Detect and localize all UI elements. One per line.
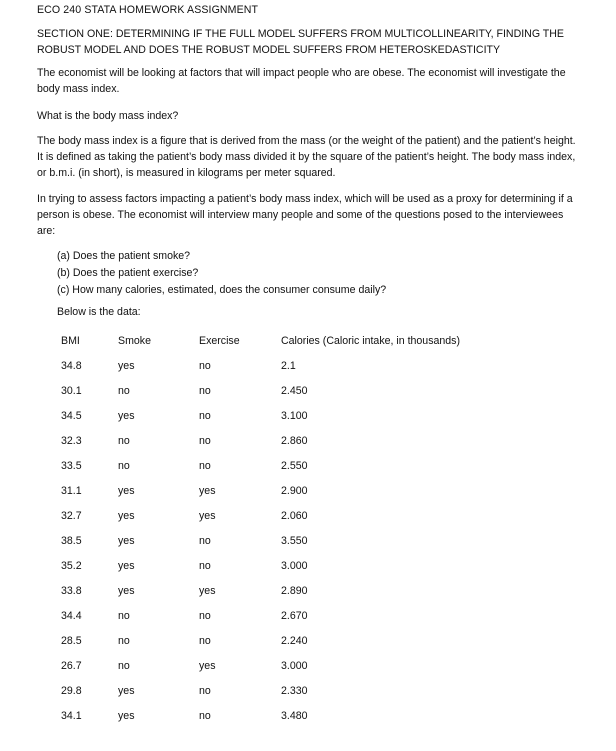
smoke-cell: no xyxy=(118,660,130,672)
table-row xyxy=(57,383,577,399)
table-row xyxy=(57,658,577,674)
bmi-cell: 32.3 xyxy=(61,435,82,447)
calories-cell: 2.550 xyxy=(281,460,308,472)
exercise-cell: no xyxy=(199,435,211,447)
section-title: SECTION ONE: DETERMINING IF THE FULL MODEL SUFFERS FROM MULTICOLLINEARITY, FINDING THE ROBUST MODEL AND DOES THE ROBUST MODEL SUFFERS FROM HETEROSKEDASTICITY xyxy=(37,28,564,56)
exercise-cell: no xyxy=(199,385,211,397)
exercise-cell: no xyxy=(199,535,211,547)
interview-questions-list xyxy=(57,248,386,299)
calories-cell: 2.860 xyxy=(281,435,308,447)
bmi-cell: 29.8 xyxy=(61,685,82,697)
exercise-cell: yes xyxy=(199,485,216,497)
bmi-cell: 34.1 xyxy=(61,710,82,722)
calories-cell: 2.330 xyxy=(281,685,308,697)
column-header-smoke: Smoke xyxy=(118,335,151,347)
calories-cell: 3.000 xyxy=(281,660,308,672)
bmi-cell: 34.8 xyxy=(61,360,82,372)
smoke-cell: no xyxy=(118,385,130,397)
calories-cell: 2.890 xyxy=(281,585,308,597)
interview-question: (a) Does the patient smoke? xyxy=(57,250,191,262)
smoke-cell: yes xyxy=(118,585,135,597)
smoke-cell: yes xyxy=(118,685,135,697)
calories-cell: 2.060 xyxy=(281,510,308,522)
table-row xyxy=(57,558,577,574)
calories-cell: 3.000 xyxy=(281,560,308,572)
table-row xyxy=(57,583,577,599)
intro-paragraph: The economist will be looking at factors that will impact people who are obese. The economist will investigate the body mass index. xyxy=(37,67,566,95)
table-row xyxy=(57,408,577,424)
calories-cell: 2.670 xyxy=(281,610,308,622)
assessment-paragraph: In trying to assess factors impacting a patient’s body mass index, which will be used as a proxy for determining if a person is obese. The economist will interview many people and some of the questions posed to the interviewees are: xyxy=(37,193,573,237)
smoke-cell: yes xyxy=(118,360,135,372)
bmi-cell: 38.5 xyxy=(61,535,82,547)
exercise-cell: no xyxy=(199,610,211,622)
table-row xyxy=(57,433,577,449)
exercise-cell: yes xyxy=(199,585,216,597)
smoke-cell: yes xyxy=(118,510,135,522)
exercise-cell: no xyxy=(199,460,211,472)
column-header-bmi: BMI xyxy=(61,335,80,347)
smoke-cell: yes xyxy=(118,485,135,497)
bmi-cell: 32.7 xyxy=(61,510,82,522)
column-header-exercise: Exercise xyxy=(199,335,240,347)
table-row xyxy=(57,483,577,499)
table-row xyxy=(57,633,577,649)
calories-cell: 3.480 xyxy=(281,710,308,722)
table-row xyxy=(57,608,577,624)
bmi-cell: 33.8 xyxy=(61,585,82,597)
bmi-definition-paragraph: The body mass index is a figure that is derived from the mass (or the weight of the patient) and the patient’s height. It is defined as taking the patient’s body mass divided it by the square of the patient’s height. The body mass index, or b.m.i. (in short), is measured in kilograms per meter squared. xyxy=(37,135,576,179)
calories-cell: 3.100 xyxy=(281,410,308,422)
bmi-cell: 35.2 xyxy=(61,560,82,572)
exercise-cell: yes xyxy=(199,660,216,672)
bmi-cell: 30.1 xyxy=(61,385,82,397)
exercise-cell: yes xyxy=(199,510,216,522)
table-row xyxy=(57,358,577,374)
smoke-cell: no xyxy=(118,635,130,647)
calories-cell: 2.240 xyxy=(281,635,308,647)
table-row xyxy=(57,708,577,724)
smoke-cell: no xyxy=(118,460,130,472)
smoke-cell: yes xyxy=(118,710,135,722)
smoke-cell: yes xyxy=(118,560,135,572)
bmi-cell: 33.5 xyxy=(61,460,82,472)
calories-cell: 2.900 xyxy=(281,485,308,497)
interview-question: (c) How many calories, estimated, does the consumer consume daily? xyxy=(57,284,387,296)
bmi-question: What is the body mass index? xyxy=(37,110,179,122)
bmi-cell: 34.4 xyxy=(61,610,82,622)
bmi-cell: 34.5 xyxy=(61,410,82,422)
table-row xyxy=(57,508,577,524)
smoke-cell: yes xyxy=(118,535,135,547)
calories-cell: 3.550 xyxy=(281,535,308,547)
smoke-cell: no xyxy=(118,435,130,447)
exercise-cell: no xyxy=(199,560,211,572)
exercise-cell: no xyxy=(199,635,211,647)
exercise-cell: no xyxy=(199,410,211,422)
table-header-row xyxy=(57,333,577,349)
bmi-cell: 26.7 xyxy=(61,660,82,672)
interview-question: (b) Does the patient exercise? xyxy=(57,267,199,279)
smoke-cell: yes xyxy=(118,410,135,422)
table-row xyxy=(57,533,577,549)
column-header-calories: Calories (Caloric intake, in thousands) xyxy=(281,335,460,347)
bmi-cell: 31.1 xyxy=(61,485,82,497)
calories-cell: 2.450 xyxy=(281,385,308,397)
document-title: ECO 240 STATA HOMEWORK ASSIGNMENT xyxy=(37,4,259,16)
exercise-cell: no xyxy=(199,710,211,722)
smoke-cell: no xyxy=(118,610,130,622)
exercise-cell: no xyxy=(199,685,211,697)
table-row xyxy=(57,458,577,474)
calories-cell: 2.1 xyxy=(281,360,296,372)
exercise-cell: no xyxy=(199,360,211,372)
data-intro: Below is the data: xyxy=(57,306,141,318)
table-row xyxy=(57,683,577,699)
bmi-cell: 28.5 xyxy=(61,635,82,647)
